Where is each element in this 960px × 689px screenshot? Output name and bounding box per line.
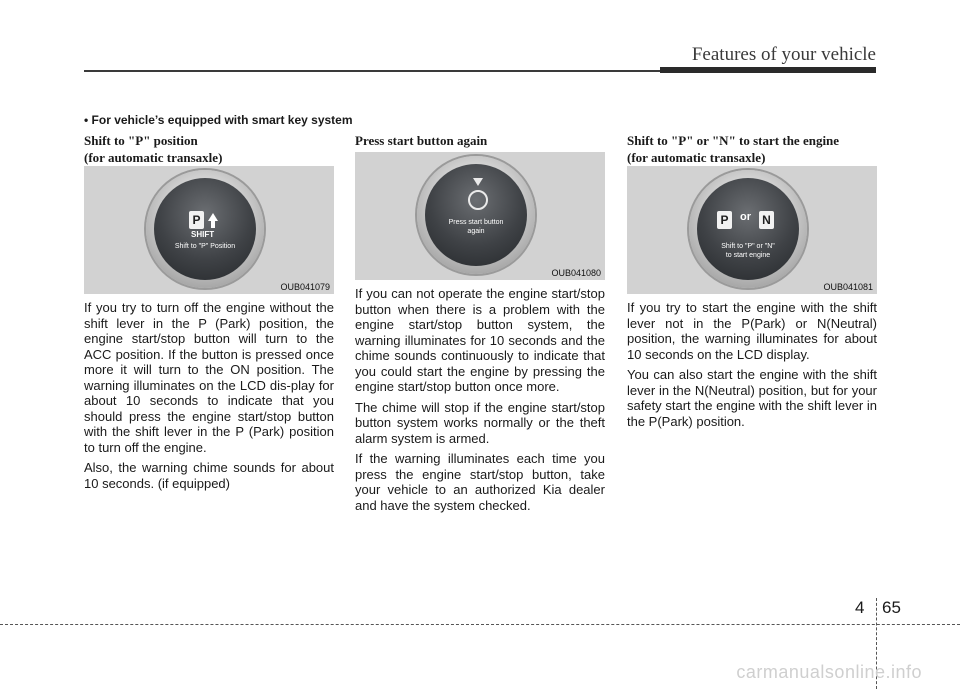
warning-label: Shift to "P" or "N" to start engine <box>721 243 775 259</box>
start-button-bezel <box>417 156 535 274</box>
press-arrow-icon <box>473 178 483 186</box>
arrow-up-icon <box>208 213 218 221</box>
column-shift-to-p <box>84 132 334 496</box>
column-press-start-again <box>355 132 605 518</box>
column-shift-to-p-or-n <box>627 132 877 434</box>
paragraph: The chime will stop if the engine start/stop button system works normally or the theft alarm system is armed. <box>355 399 605 446</box>
lcd-warning-face <box>425 164 527 266</box>
shift-word: SHIFT <box>191 230 215 239</box>
figure-code: OUB041081 <box>823 282 873 292</box>
lcd-warning-face <box>697 178 799 280</box>
or-word: or <box>740 211 751 223</box>
paragraph: Also, the warning chime sounds for about 10 seconds. (if equipped) <box>84 460 334 491</box>
section-heading: Shift to "P" position (for automatic transaxle) <box>84 133 223 165</box>
paragraph: You can also start the engine with the shift lever in the N(Neutral) position, but for your safety start the engine with the shift lever in the P(Park) position. <box>627 367 877 429</box>
paragraph: If you can not operate the engine start/stop button when there is a problem with the engine start/stop button system, the warning illuminates for 10 seconds and the chime sounds continuously to indicate that you could start the engine by pressing the engine start/stop button once more. <box>355 286 605 394</box>
start-button-bezel <box>146 170 264 288</box>
press-button-icon <box>468 190 488 210</box>
chapter-number: 4 <box>855 598 865 617</box>
start-button-bezel <box>689 170 807 288</box>
figure-shift-to-p-or-n <box>627 166 877 294</box>
figure-code: OUB041080 <box>551 268 601 278</box>
paragraph: If you try to start the engine with the shift lever not in the P(Park) or N(Neutral) position, the warning illuminates for about 10 seconds on the LCD display. <box>627 300 877 362</box>
figure-shift-to-p <box>84 166 334 294</box>
park-badge: P <box>717 211 732 229</box>
lcd-warning-face <box>154 178 256 280</box>
footer-rule <box>0 624 960 625</box>
park-badge: P <box>189 211 204 229</box>
body-text <box>84 300 334 491</box>
paragraph: If the warning illuminates each time you press the engine start/stop button, take your vehicle to an authorized Kia dealer and have the system checked. <box>355 451 605 513</box>
figure-press-start <box>355 152 605 280</box>
page-number: 65 <box>882 598 901 617</box>
body-text <box>627 300 877 429</box>
header-rule-accent <box>660 67 876 73</box>
warning-label: Press start button again <box>448 219 504 235</box>
section-heading: Shift to "P" or "N" to start the engine (for automatic transaxle) <box>627 133 840 165</box>
paragraph: If you try to turn off the engine without the shift lever in the P (Park) position, the engine start/stop button will turn to the ACC position. If the button is pressed once more it will turn to the ON position. The warning illuminates on the LCD dis-play for about 10 seconds to indicate that you should press the engine start/stop button with the shift lever in the P (Park) position to turn off the engine. <box>84 300 334 455</box>
arrow-stem-icon <box>211 221 215 228</box>
page-header-title: Features of your vehicle <box>691 44 876 65</box>
bullet-note: • For vehicle’s equipped with smart key system <box>84 113 353 127</box>
neutral-badge: N <box>759 211 774 229</box>
warning-label: Shift to "P" Position <box>174 243 236 250</box>
watermark: carmanualsonline.info <box>736 662 922 682</box>
section-heading: Press start button again <box>355 133 488 148</box>
body-text <box>355 286 605 513</box>
figure-code: OUB041079 <box>280 282 330 292</box>
